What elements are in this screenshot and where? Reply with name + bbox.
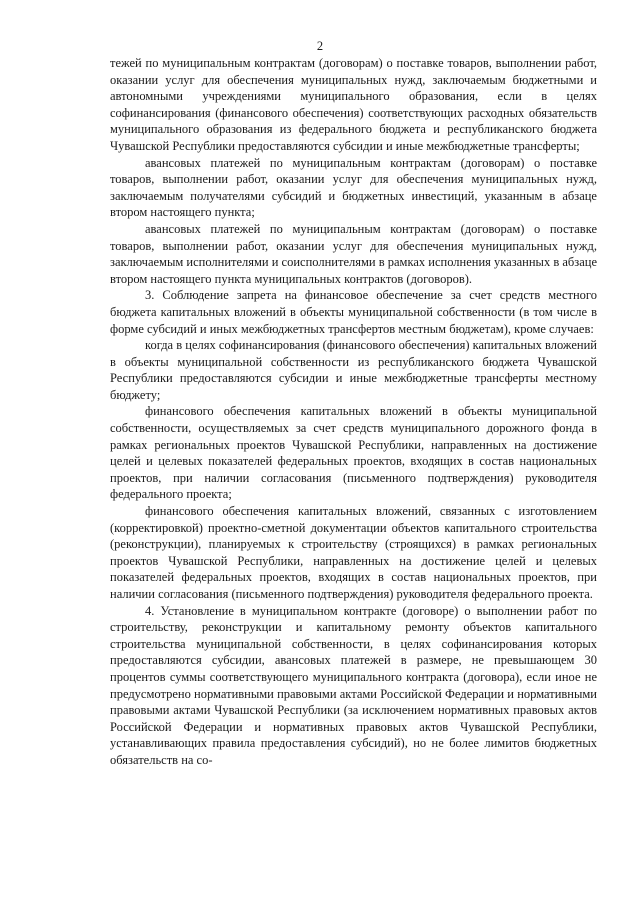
paragraph-advance-payments-contractors: авансовых платежей по муниципальным контрактам (договорам) о поставке товаров, выполнении работ, оказании услуг для обеспечения муниципальных нужд, заключаемым исполнителями и соисполнителями в рамках исполнения указанных в абзаце втором настоящего пункта муниципальных контрактов (договоров).: [110, 221, 597, 286]
paragraph-continuation: тежей по муниципальным контрактам (договорам) о поставке товаров, выполнении работ, оказании услуг для обеспечения муниципальных нужд, заключаемым бюджетными и автономными учреждениями муниципального образования, если в целях софинансирования (финансового обеспечения) соответствующих расходных обязательств муниципального образования из федерального бюджета и республиканского бюджета Чувашской Республики предоставляются субсидии и иные межбюджетные трансферты;: [110, 56, 597, 153]
paragraph-design-documentation-case: финансового обеспечения капитальных вложений, связанных с изготовлением (корректировкой) проектно-сметной документации объектов капитального строительства (реконструкции), планируемых к строительству (строящихся) в рамках региональных проектов Чувашской Республики, направленных на достижение целей и целевых показателей федеральных проектов, входящих в состав национальных проектов, при наличии согласования (письменного подтверждения) руководителя федерального проекта.: [110, 504, 597, 601]
paragraph-item-4: 4. Установление в муниципальном контракте (договоре) о выполнении работ по строительству, реконструкции и капитальному ремонту объектов капитального строительства муниципальной собственности, в целях софинансирования которых предоставляются субсидии, авансовых платежей в размере, не превышающем 30 процентов суммы соответствующего муниципального контракта (договора), если иное не предусмотрено нормативными правовыми актами Российской Федерации и нормативными правовыми актами Чувашской Республики (за исключением нормативных правовых актов Российской Федерации и нормативных правовых актов Чувашской Республики, устанавливающих правила предоставления субсидий), но не более лимитов бюджетных обязательств на со-: [110, 603, 597, 767]
document-body: [110, 55, 597, 769]
paragraph-cofinancing-case: когда в целях софинансирования (финансового обеспечения) капитальных вложений в объекты муниципальной собственности из республиканского бюджета Чувашской Республики предоставляются субсидии и иные межбюджетные трансферты местному бюджету;: [110, 338, 597, 402]
paragraph-advance-payments-recipients: авансовых платежей по муниципальным контрактам (договорам) о поставке товаров, выполнении работ, оказании услуг для обеспечения муниципальных нужд, заключаемым получателями субсидий и бюджетных инвестиций, указанным в абзаце втором настоящего пункта;: [110, 155, 597, 220]
paragraph-item-3: 3. Соблюдение запрета на финансовое обеспечение за счет средств местного бюджета капитальных вложений в объекты муниципальной собственности (в том числе в форме субсидий и иных межбюджетных трансфертов местным бюджетам), кроме случаев:: [110, 288, 597, 336]
page-number: 2: [316, 39, 324, 53]
paragraph-road-fund-case: финансового обеспечения капитальных вложений в объекты муниципальной собственности, осуществляемых за счет средств муниципального дорожного фонда в рамках региональных проектов Чувашской Республики, направленных на достижение целей и целевых показателей федеральных проектов, входящих в состав национальных проектов, при наличии согласования (письменного подтверждения) руководителя федерального проекта;: [110, 404, 597, 502]
